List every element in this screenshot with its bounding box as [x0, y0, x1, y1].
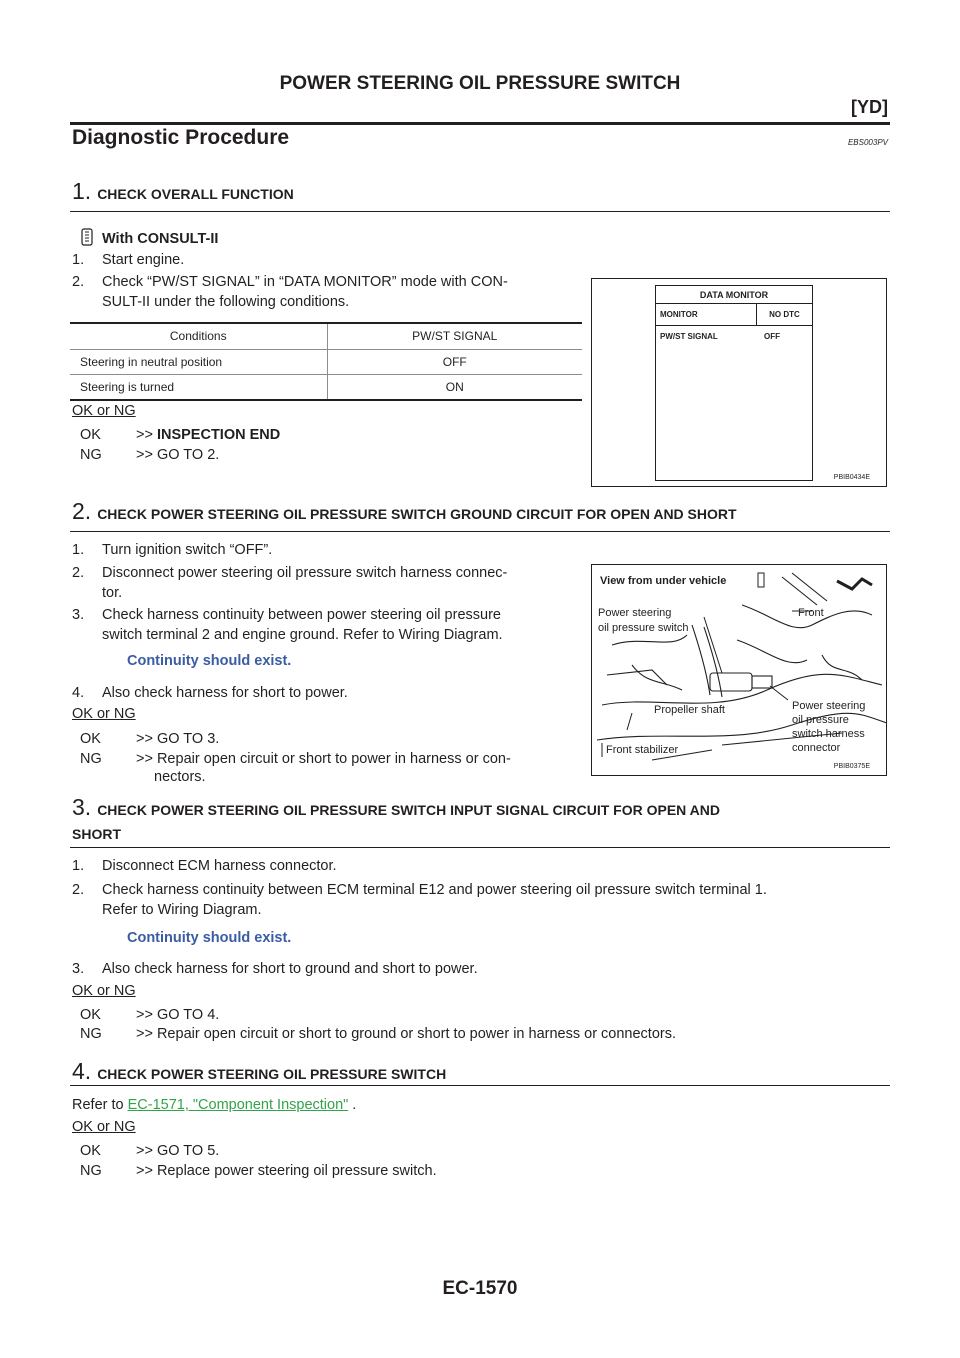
under-vehicle-drawing: [592, 565, 887, 776]
result-ng: NG >> Replace power steering oil pressure switch.: [80, 1163, 437, 1179]
step-rule: [70, 847, 890, 848]
result-ok: OK >> GO TO 4.: [80, 1007, 220, 1023]
table-header: PW/ST SIGNAL: [327, 324, 582, 349]
figure-label: Front stabilizer: [606, 744, 679, 756]
list-item: 1. Disconnect ECM harness connector.: [72, 858, 337, 874]
monitor-title: DATA MONITOR: [656, 286, 812, 304]
ok-or-ng-label: OK or NG: [72, 403, 136, 419]
spec-continuity: Continuity should exist.: [127, 653, 292, 669]
figure-code: PBIB0375E: [833, 763, 870, 770]
result-ng: NG >> Repair open circuit or short to ground or short to power in harness or connectors.: [80, 1026, 677, 1042]
monitor-row: PW/ST SIGNAL OFF: [660, 332, 780, 341]
figure-label: View from under vehicle: [600, 575, 727, 587]
list-item: 1. Turn ignition switch “OFF”.: [72, 542, 273, 558]
result-ng-continued: nectors.: [154, 769, 206, 785]
step-rule: [70, 531, 890, 532]
ok-or-ng-label: OK or NG: [72, 983, 136, 999]
list-item: 2. Check “PW/ST SIGNAL” in “DATA MONITOR” mode with CON-: [72, 274, 508, 290]
list-item-continued: SULT-II under the following conditions.: [102, 294, 350, 310]
list-item-continued: tor.: [102, 585, 123, 601]
data-monitor-figure: [591, 278, 887, 487]
ok-or-ng-label: OK or NG: [72, 1119, 136, 1135]
step-3-heading: [72, 795, 888, 822]
table-cell: Steering in neutral position: [70, 349, 327, 374]
table-cell: OFF: [327, 349, 582, 374]
page-header-title: POWER STEERING OIL PRESSURE SWITCH: [279, 73, 681, 94]
component-inspection-link[interactable]: EC-1571, "Component Inspection": [127, 1097, 349, 1113]
figure-label: oil pressure: [792, 714, 849, 726]
table-header-row: [70, 324, 582, 349]
figure-label: switch harness: [792, 728, 865, 740]
header-rule: [70, 122, 890, 125]
result-ok: OK >> INSPECTION END: [80, 427, 281, 443]
step-number: 4.: [72, 1058, 92, 1084]
conditions-table: [70, 322, 582, 401]
consult-tool-icon: [78, 228, 96, 246]
list-item: 4. Also check harness for short to power.: [72, 685, 348, 701]
step-title: CHECK POWER STEERING OIL PRESSURE SWITCH INPUT SIGNAL CIRCUIT FOR OPEN AND: [97, 802, 720, 818]
table-cell: ON: [445, 379, 464, 394]
under-vehicle-figure: [591, 564, 887, 776]
step-title: CHECK POWER STEERING OIL PRESSURE SWITCH GROUND CIRCUIT FOR OPEN AND SHORT: [97, 506, 737, 522]
section-title: Diagnostic Procedure: [72, 126, 290, 149]
figure-label: connector: [792, 742, 841, 754]
monitor-header: MONITOR NO DTC: [656, 304, 812, 326]
consult-line: [78, 228, 218, 249]
refer-line: Refer to EC-1571, "Component Inspection" .: [72, 1097, 357, 1113]
step-rule: [70, 1085, 890, 1086]
list-item: 3. Check harness continuity between power steering oil pressure: [72, 607, 501, 623]
page-number: EC-1570: [442, 1278, 518, 1299]
table-row: [70, 349, 582, 374]
result-ok: OK >> GO TO 5.: [80, 1143, 220, 1159]
table-row: [70, 374, 582, 399]
list-item: 2. Check harness continuity between ECM terminal E12 and power steering oil pressure switch terminal 1.: [72, 882, 767, 898]
step-title: CHECK OVERALL FUNCTION: [97, 186, 294, 202]
step-2-heading: [72, 498, 737, 525]
list-item: 1. Start engine.: [72, 252, 185, 268]
list-item: 2. Disconnect power steering oil pressure switch harness connec-: [72, 565, 508, 581]
table-header: Conditions: [70, 324, 327, 349]
list-item: 3. Also check harness for short to ground and short to power.: [72, 961, 478, 977]
table-cell: Steering is turned: [70, 374, 327, 399]
result-ok: OK >> GO TO 3.: [80, 731, 220, 747]
consult-label: With CONSULT-II: [102, 231, 219, 247]
step-number: 3.: [72, 794, 92, 820]
section-code: EBS003PV: [847, 138, 888, 147]
figure-label: Power steering: [792, 700, 866, 712]
figure-label: oil pressure switch: [598, 622, 689, 634]
step-number: 1.: [72, 178, 92, 204]
figure-label: Propeller shaft: [654, 704, 725, 716]
step-4-heading: [72, 1058, 446, 1085]
step-1-heading: [72, 178, 294, 205]
step-title: CHECK POWER STEERING OIL PRESSURE SWITCH: [97, 1066, 447, 1082]
list-item-continued: Refer to Wiring Diagram.: [102, 902, 262, 918]
spec-continuity: Continuity should exist.: [127, 930, 292, 946]
monitor-screen: [655, 285, 813, 481]
model-code: [YD]: [851, 97, 888, 117]
list-item-continued: switch terminal 2 and engine ground. Refer to Wiring Diagram.: [102, 627, 503, 643]
step-number: 2.: [72, 498, 92, 524]
ok-or-ng-label: OK or NG: [72, 706, 136, 722]
step-3-heading-continued: SHORT: [72, 826, 121, 842]
figure-code: PBIB0434E: [833, 474, 870, 481]
step-rule: [70, 211, 890, 212]
result-ng: NG >> Repair open circuit or short to power in harness or con-: [80, 751, 511, 767]
figure-label: Power steering: [598, 607, 672, 619]
figure-label: Front: [798, 607, 824, 619]
result-ng: NG >> GO TO 2.: [80, 447, 220, 463]
